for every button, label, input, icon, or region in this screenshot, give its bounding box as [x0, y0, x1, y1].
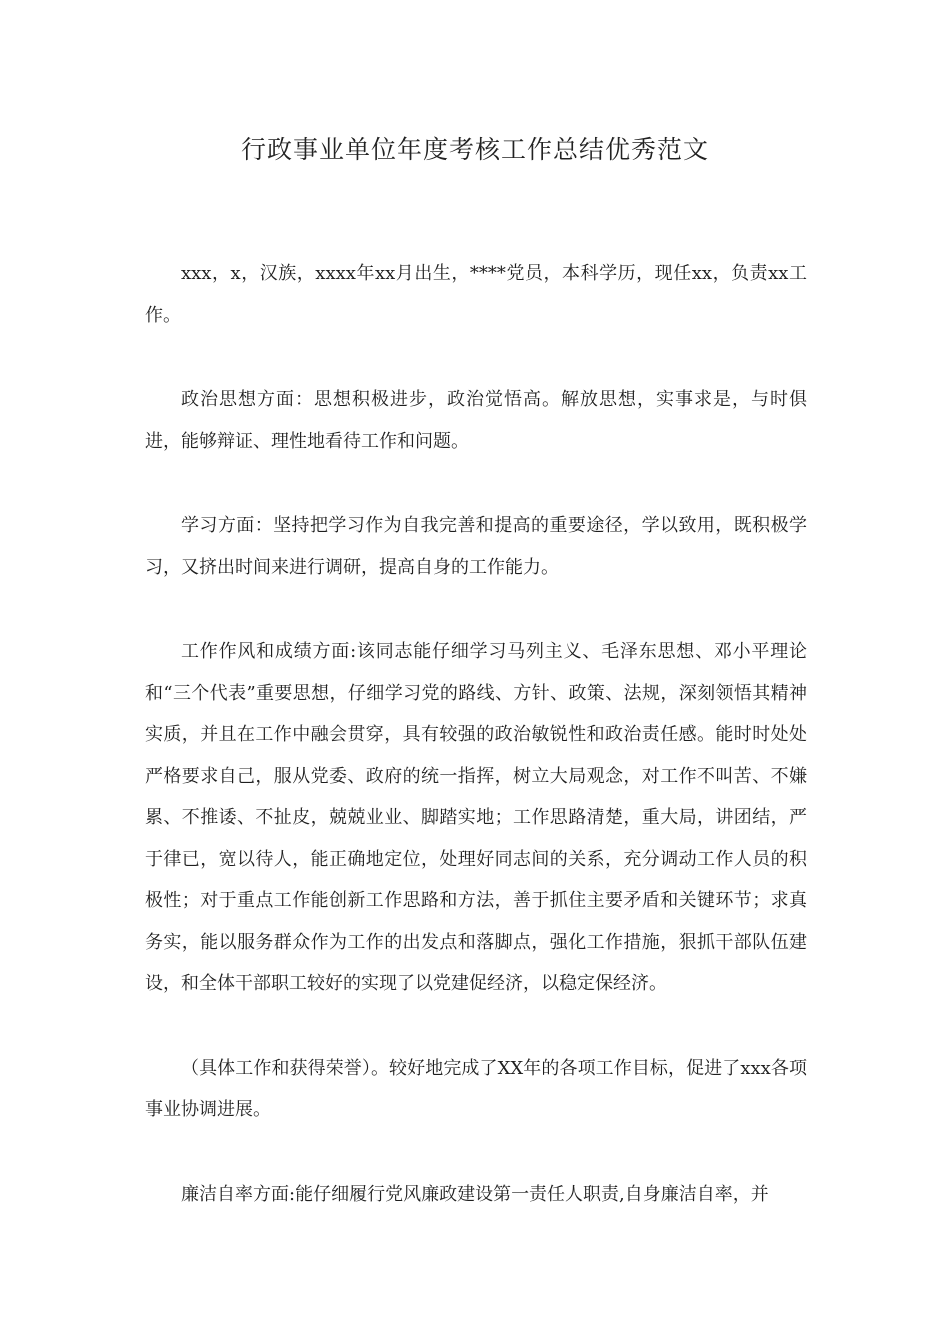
paragraph-study: 学习方面：坚持把学习作为自我完善和提高的重要途径，学以致用，既积极学习，又挤出时间来进行调研，提高自身的工作能力。: [145, 515, 807, 578]
paragraph-work-style: 工作作风和成绩方面:该同志能仔细学习马列主义、毛泽东思想、邓小平理论和“三个代表”重要思想，仔细学习党的路线、方针、政策、法规，深刻领悟其精神实质，并且在工作中融会贯穿，具有较强的政治敏锐性和政治责任感。能时时处处严格要求自己，服从党委、政府的统一指挥，树立大局观念，对工作不叫苦、不嫌累、不推诿、不扯皮，兢兢业业、脚踏实地；工作思路清楚，重大局，讲团结，严于律已，宽以待人，能正确地定位，处理好同志间的关系，充分调动工作人员的积极性；对于重点工作能创新工作思路和方法，善于抓住主要矛盾和关键环节；求真务实，能以服务群众作为工作的出发点和落脚点，强化工作措施，狠抓干部队伍建设，和全体干部职工较好的实现了以党建促经济，以稳定保经济。: [145, 641, 807, 994]
paragraph-personal-info: xxx，x，汉族，xxxx年xx月出生，****党员，本科学历，现任xx，负责xx工作。: [145, 263, 807, 326]
paragraph-integrity: 廉洁自率方面:能仔细履行党风廉政建设第一责任人职责,自身廉洁自率，并: [181, 1183, 769, 1205]
document-body: [145, 253, 807, 1215]
document-title: 行政事业单位年度考核工作总结优秀范文: [240, 135, 709, 164]
paragraph-political-thought: 政治思想方面：思想积极进步，政治觉悟高。解放思想，实事求是，与时俱进，能够辩证、理性地看待工作和问题。: [145, 389, 807, 452]
paragraph-achievements: （具体工作和获得荣誉）。较好地完成了XX年的各项工作目标，促进了xxx各项事业协调进展。: [145, 1057, 807, 1120]
